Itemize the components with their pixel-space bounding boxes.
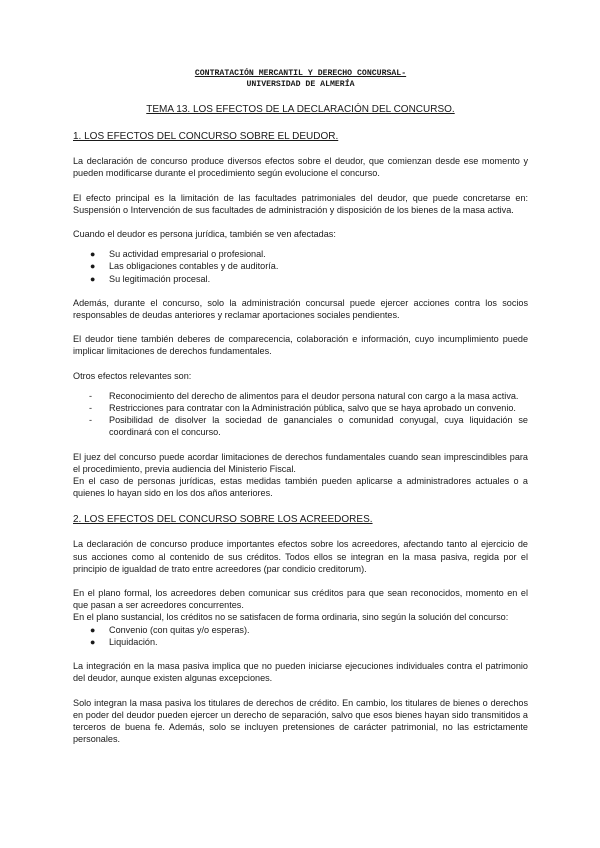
document-page [73, 68, 528, 745]
paragraph: El deudor tiene también deberes de comparecencia, colaboración e información, cuyo incumplimiento puede implicar limitaciones de derechos fundamentales. [73, 334, 528, 357]
paragraph: Otros efectos relevantes son: [73, 370, 192, 381]
paragraph: La declaración de concurso produce diversos efectos sobre el deudor, que comienzan desde ese momento y pueden modificarse durante el procedimiento según evolucione el concurso. [73, 156, 528, 179]
bullet-list [73, 248, 528, 285]
paragraph: El juez del concurso puede acordar limitaciones de derechos fundamentales cuando sean imprescindibles para el procedimiento, previa audiencia del Ministerio Fiscal. [73, 451, 528, 474]
paragraph: En el caso de personas jurídicas, estas medidas también pueden aplicarse a administradores actuales o a quienes lo hayan sido en los dos años anteriores. [73, 476, 528, 499]
bullet-icon: ● [90, 273, 96, 284]
list-item: ● Liquidación. [90, 636, 158, 647]
course-title: CONTRATACIÓN MERCANTIL Y DERECHO CONCURSAL- [194, 69, 407, 78]
list-item: ● Su actividad empresarial o profesional. [90, 249, 266, 260]
paragraph: El efecto principal es la limitación de las facultades patrimoniales del deudor, que puede concretarse en: Suspensión o Intervención de sus facultades de administración y disposición de los bienes de la masa activa. [73, 192, 528, 215]
bullet-icon: ● [90, 261, 96, 272]
paragraph: Cuando el deudor es persona jurídica, también se ven afectadas: [73, 229, 336, 240]
section-2-heading: 2. LOS EFECTOS DEL CONCURSO SOBRE LOS ACREEDORES. [73, 514, 373, 526]
list-item: - Restricciones para contratar con la Administración pública, salvo que se haya aprobado un convenio. [89, 403, 516, 414]
paragraph: En el plano sustancial, los créditos no se satisfacen de forma ordinaria, sino según la solución del concurso: [73, 612, 509, 623]
paragraph: La integración en la masa pasiva implica que no pueden iniciarse ejecuciones individuales contra el patrimonio del deudor, aunque existen algunas excepciones. [73, 661, 528, 684]
dash-icon: - [89, 390, 93, 401]
section-1-heading: 1. LOS EFECTOS DEL CONCURSO SOBRE EL DEUDOR. [73, 131, 339, 143]
paragraph: La declaración de concurso produce importantes efectos sobre los acreedores, afectando tanto al ejercicio de sus acciones como al contenido de sus créditos. Todos ellos se integran en la masa pasiva, regida por el principio de igualdad de trato entre acreedores (par condicio creditorum). [73, 539, 528, 574]
list-item: - Posibilidad de disolver la sociedad de gananciales o comunidad conyugal, cuya liquidación se coordinará con el concurso. [89, 415, 528, 438]
list-item: ● Convenio (con quitas y/o esperas). [90, 624, 250, 635]
topic-title: TEMA 13. LOS EFECTOS DE LA DECLARACIÓN DEL CONCURSO. [146, 104, 455, 115]
bullet-list [73, 624, 528, 648]
paragraph: Además, durante el concurso, solo la administración concursal puede ejercer acciones contra los socios responsables de deudas anteriores y reclamar aportaciones sociales pendientes. [73, 297, 528, 321]
list-item: - Reconocimiento del derecho de alimentos para el deudor persona natural con cargo a la masa activa. [89, 390, 519, 401]
list-item: ● Su legitimación procesal. [90, 273, 211, 284]
dash-icon: - [89, 415, 93, 426]
bullet-icon: ● [90, 636, 96, 647]
paragraph: En el plano formal, los acreedores deben comunicar sus créditos para que sean reconocidos, momento en el que pasan a ser acreedores concurrentes. [73, 588, 528, 611]
bullet-icon: ● [90, 624, 96, 635]
bullet-icon: ● [90, 249, 96, 260]
dash-list [73, 390, 528, 439]
university-name: UNIVERSIDAD DE ALMERÍA [246, 80, 355, 89]
paragraph: Solo integran la masa pasiva los titulares de derechos de crédito. En cambio, los titulares de bienes o derechos en poder del deudor pueden ejercer un derecho de separación, salvo que esos bienes hayan sido transmitidos a terceros de buena fe. Además, solo se incluyen pretensiones de carácter patrimonial, no las estrictamente personales. [73, 697, 528, 745]
list-item: ● Las obligaciones contables y de auditoría. [90, 261, 279, 272]
dash-icon: - [89, 403, 93, 414]
